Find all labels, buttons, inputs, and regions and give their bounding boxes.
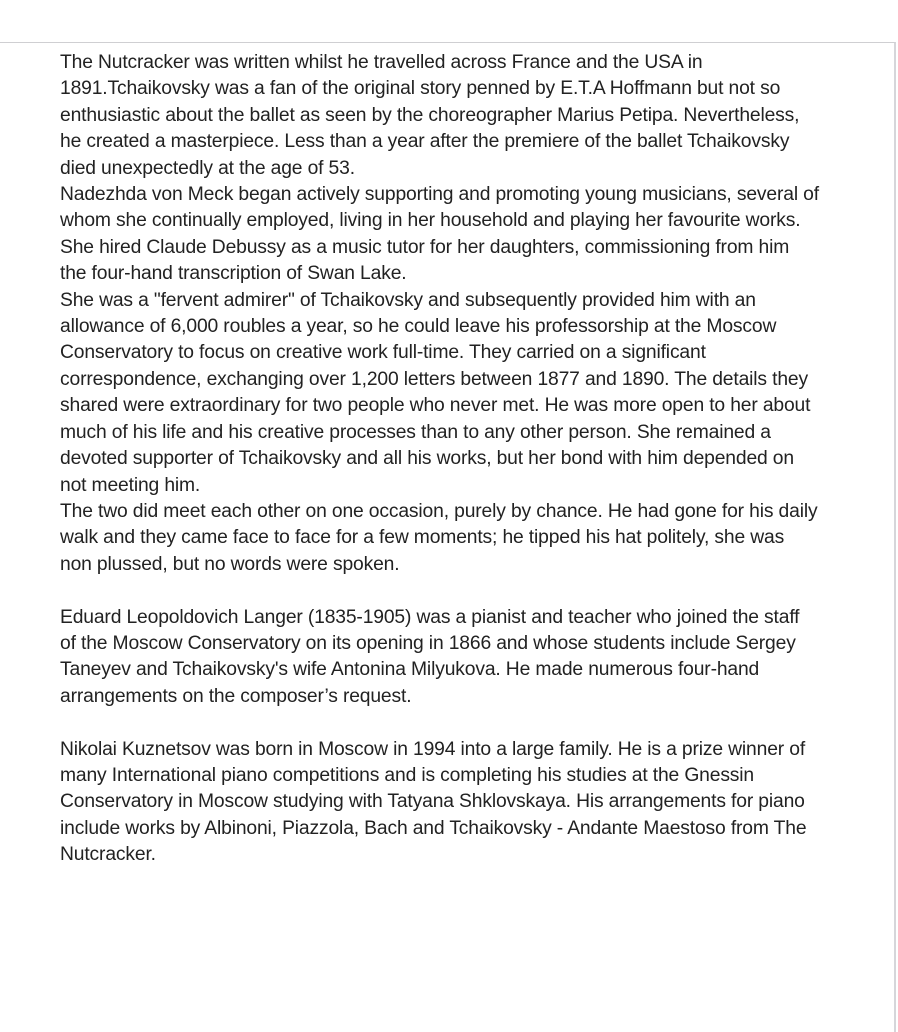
paragraph-kuznetsov: Nikolai Kuznetsov was born in Moscow in 1994 into a large family. He is a prize winner of many International piano competitions and is completing his studies at the Gnessin Conservatory in Moscow studying with Tatyana Shklovskaya. His arrangements for piano include works by Albinoni, Piazzola, Bach and Tchaikovsky - Andante Maestoso from The Nutcracker. (60, 738, 807, 866)
paragraph-langer: Eduard Leopoldovich Langer (1835-1905) was a pianist and teacher who joined the staff of the Moscow Conservatory on its opening in 1866 and whose students include Sergey Taneyev and Tchaikovsky's wife Antonina Milyukova. He made numerous four-hand arrangements on the composer’s request. (60, 606, 800, 707)
paragraph-admirer: She was a "fervent admirer" of Tchaikovsky and subsequently provided him with an allowance of 6,000 roubles a year, so he could leave his professorship at the Moscow Conservatory to focus on creative work full-time. They carried on a significant correspondence, exchanging over 1,200 letters between 1877 and 1890. The details they shared were extraordinary for two people who never met. He was more open to her about much of his life and his creative processes than to any other person. She remained a devoted supporter of Tchaikovsky and all his works, but her bond with him depended on not meeting him. (60, 289, 811, 496)
paragraph-spacer (60, 710, 820, 736)
paragraph-von-meck: Nadezhda von Meck began actively supporting and promoting young musicians, several of whom she continually employed, living in her household and playing her favourite works. She hired Claude Debussy as a music tutor for her daughters, commissioning from him the four-hand transcription of Swan Lake. (60, 184, 819, 285)
paragraph-nutcracker: The Nutcracker was written whilst he travelled across France and the USA in 1891.Tchaikovsky was a fan of the original story penned by E.T.A Hoffmann but not so enthusiastic about the ballet as seen by the choreographer Marius Petipa. Nevertheless, he created a masterpiece. Less than a year after the premiere of the ballet Tchaikovsky died unexpectedly at the age of 53. (60, 52, 800, 179)
paragraph-meeting: The two did meet each other on one occasion, purely by chance. He had gone for his daily walk and they came face to face for a few moments; he tipped his hat politely, she was non plussed, but no words were spoken. (60, 500, 818, 575)
paragraph-spacer (60, 578, 820, 604)
document-body (60, 50, 820, 869)
